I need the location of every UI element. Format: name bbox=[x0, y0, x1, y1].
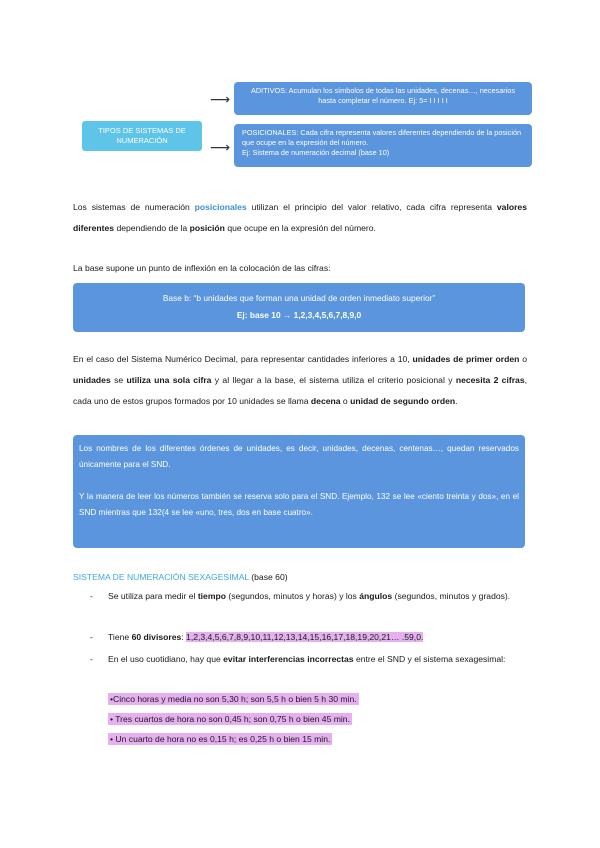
snd-note-1: Los nombres de los diferentes órdenes de unidades, es decir, unidades, decenas, centenas…, quedan reservados únicamente para el SND. bbox=[79, 444, 519, 469]
bullet-uso: Se utiliza para medir el tiempo (segundos, minutos y horas) y los ángulos (segundos, minutos y grados). bbox=[108, 591, 511, 601]
posicionales-box bbox=[234, 124, 532, 167]
aditivos-text: ADITIVOS: Acumulan los símbolos de todas las unidades, decenas…, necesarios hasta completar el número. Ej: 5= I I I I I bbox=[250, 86, 516, 105]
bullet-dash: - bbox=[90, 632, 93, 642]
tipos-sistemas-label: TIPOS DE SISTEMAS DE NUMERACIÓN bbox=[98, 126, 186, 145]
aditivos-box bbox=[234, 82, 532, 115]
base-example: Ej: base 10 → 1,2,3,4,5,6,7,8,9,0 bbox=[236, 310, 362, 320]
base-definition: Base b: “b unidades que forman una unidad de orden inmediato superior” bbox=[162, 293, 436, 303]
section-title: SISTEMA DE NUMERACIÓN SEXAGESIMAL (base 60) bbox=[73, 572, 288, 582]
snd-note-box bbox=[73, 435, 525, 548]
paragraph-snd: En el caso del Sistema Numérico Decimal, para representar cantidades inferiores a 10, unidades de primer orden o unidades se utiliza una sola cifra y al llegar a la base, el sistema utiliza el criterio posicional y necesita 2 cifras, cada uno de estos grupos formados por 10 unidades se llama decena o unidad de segundo orden. bbox=[73, 354, 528, 406]
bullet-dash: - bbox=[90, 591, 93, 601]
bullet-interferencias: En el uso cuotidiano, hay que evitar interferencias incorrectas entre el SND y el sistema sexagesimal: bbox=[108, 654, 506, 664]
base-box bbox=[73, 283, 525, 332]
bullet-dash: - bbox=[90, 654, 93, 664]
snd-note-2: Y la manera de leer los números también se reserva solo para el SND. Ejemplo, 132 se lee «ciento treinta y dos», en el SND mientras que 132(4 se lee «uno, tres, dos en base cuatro». bbox=[79, 492, 519, 517]
example-un-cuarto: • Un cuarto de hora no es 0,15 h; es 0,25 h o bien 15 min. bbox=[110, 734, 331, 744]
paragraph-posicionales: Los sistemas de numeración posicionales utilizan el principio del valor relativo, cada cifra representa valores diferentes dependiendo de la posición que ocupe en la expresión del número. bbox=[73, 202, 527, 233]
posicionales-example: Ej: Sistema de numeración decimal (base 10) bbox=[242, 148, 390, 157]
example-cinco-horas: •Cinco horas y media no son 5,30 h; son 5,5 h o bien 5 h 30 min. bbox=[110, 694, 357, 704]
tipos-sistemas-box bbox=[82, 121, 202, 151]
example-tres-cuartos: • Tres cuartos de hora no son 0,45 h; son 0,75 h o bien 45 min. bbox=[110, 714, 350, 724]
bullet-divisores: Tiene 60 divisores: 1,2,3,4,5,6,7,8,9,10,11,12,13,14,15,16,17,18,19,20,21… .59,0. bbox=[108, 632, 424, 642]
arrow-icon: ⟶ bbox=[210, 92, 231, 108]
posicionales-text: POSICIONALES: Cada cifra representa valores diferentes dependiendo de la posición que ocupe en la expresión del número. bbox=[242, 128, 522, 147]
paragraph-base: La base supone un punto de inflexión en la colocación de las cifras: bbox=[73, 263, 331, 273]
arrow-icon: ⟶ bbox=[210, 140, 231, 156]
